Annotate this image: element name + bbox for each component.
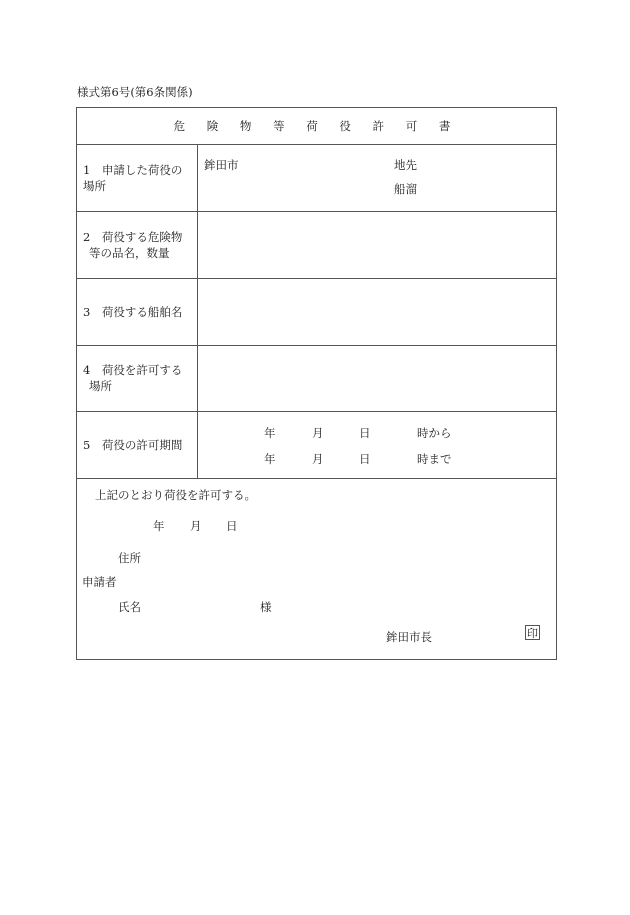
form-title: 危 険 物 等 荷 役 許 可 書: [77, 108, 556, 145]
row-period: [77, 411, 556, 479]
period-to-year: 年: [264, 452, 276, 466]
form-reference: 様式第6号(第6条関係): [77, 85, 193, 99]
location-suffix-2: 船溜: [394, 182, 417, 196]
date-year: 年: [153, 519, 165, 533]
period-from-month: 月: [312, 426, 324, 440]
row-label: [77, 278, 198, 345]
label-line: 等の品名，数量: [89, 245, 170, 260]
period-to-day: 日: [359, 452, 371, 466]
label-line: 4 荷役を許可する: [83, 363, 183, 377]
period-from-year: 年: [264, 426, 276, 440]
period-from-day: 日: [359, 426, 371, 440]
permit-statement: 上記のとおり荷役を許可する。: [95, 488, 256, 502]
mayor-title: 鉾田市長: [386, 630, 432, 644]
label-line: 2 荷役する危険物: [83, 229, 183, 244]
row-label: [77, 211, 198, 278]
address-label: 住所: [118, 551, 141, 565]
city-name: 鉾田市: [204, 158, 239, 172]
seal-mark: 印: [527, 627, 538, 640]
row-label: [77, 345, 198, 411]
period-from-time: 時から: [417, 426, 452, 440]
label-line: 場所: [89, 379, 112, 393]
date-day: 日: [226, 519, 238, 533]
date-month: 月: [190, 519, 202, 533]
row-label: [77, 144, 198, 211]
name-label: 氏名: [118, 600, 141, 614]
permit-form: [76, 107, 557, 660]
row-hazmat: [77, 211, 556, 279]
label-line: 場所: [83, 178, 106, 193]
seal-box: [525, 625, 540, 640]
row-vessel: [77, 278, 556, 346]
period-to-time: 時まで: [417, 452, 452, 466]
period-to-month: 月: [312, 452, 324, 466]
row-permitted-place: [77, 345, 556, 412]
row-location: [77, 144, 556, 212]
label-line: 5 荷役の許可期間: [83, 437, 183, 452]
location-suffix-1: 地先: [394, 158, 417, 172]
label-line: 1 申請した荷役の: [83, 162, 183, 177]
honorific: 様: [260, 600, 272, 614]
applicant-label: 申請者: [82, 575, 117, 589]
row-label: [77, 411, 198, 478]
label-line: 3 荷役する船舶名: [83, 304, 183, 319]
